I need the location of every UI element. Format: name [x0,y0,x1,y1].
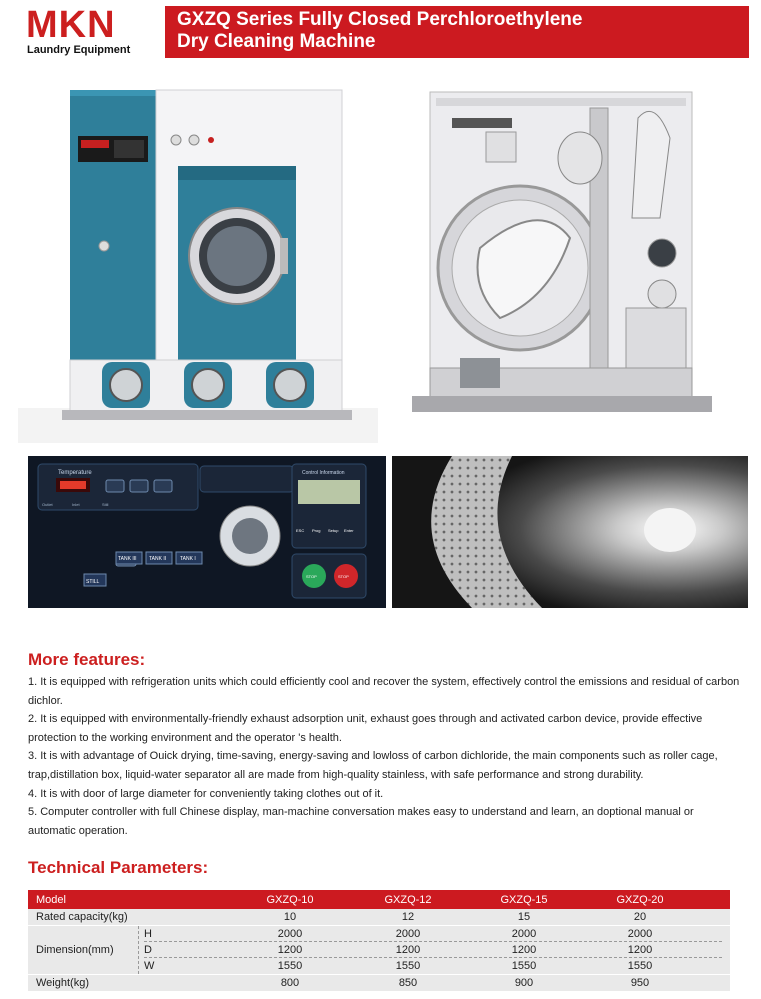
feature-item: 1. It is equipped with refrigeration units which could efficiently cool and recover the system, effectively control the emissions and residual of carbon dichlor. [28,676,740,707]
table-cell: 1550 [277,960,303,972]
feature-item: 2. It is equipped with environmentally-friendly exhaust adsorption unit, exhaust goes through and activated carbon device, provide effective protection to the working environment and the operator 's health. [28,713,703,744]
svg-text:Still: Still [102,502,109,507]
svg-text:STOP: STOP [306,574,317,579]
table-row-weight [28,975,730,991]
svg-text:Setup: Setup [328,528,339,533]
table-cell: 1550 [511,960,537,972]
title-line-1: GXZQ Series Fully Closed Perchloroethylene [177,9,583,30]
svg-text:Control Information: Control Information [302,470,345,476]
machine-interior-image [400,78,745,443]
svg-text:STOP: STOP [338,574,349,579]
header-model: GXZQ-10 [266,893,314,906]
control-panel-image [28,456,386,608]
params-heading: Technical Parameters: [28,858,209,877]
svg-text:Prog: Prog [312,528,321,533]
row-label: Dimension(mm) [36,944,114,956]
svg-text:TANK I: TANK I [180,556,196,562]
table-row-height [28,926,730,942]
machine-front-image [18,78,378,443]
dimension-group [28,926,730,974]
table-header-row [28,890,730,909]
table-cell: 1200 [511,944,537,956]
svg-text:TANK III: TANK III [118,556,137,562]
svg-text:TANK II: TANK II [149,556,167,562]
svg-text:ESC: ESC [296,528,305,533]
header-model: GXZQ-20 [616,893,664,906]
row-label: Weight(kg) [36,977,89,989]
brand-logo [26,4,138,58]
row-sublabel: W [144,960,155,972]
table-cell: 12 [401,911,415,923]
table-cell: 2000 [395,928,421,940]
feature-item: 3. It is with advantage of Ouick drying, time-saving, energy-saving and lowloss of carbon dichloride, the main components such as roller cage, trap,distillation box, liquid-water separator all are made from high-quality stainless, with safe performance and strong durability. [28,750,718,781]
header-model: GXZQ-15 [500,893,548,906]
table-row-width [28,958,730,974]
row-label: Rated capacity(kg) [36,911,128,923]
table-cell: 950 [630,977,650,989]
params-table [28,890,730,991]
table-cell: 2000 [511,928,537,940]
logo-wordmark: MKN [26,4,116,46]
feature-item: 4. It is with door of large diameter for conveniently taking clothes out of it. [28,787,384,800]
header-model: GXZQ-12 [384,893,432,906]
table-cell: 1550 [395,960,421,972]
table-cell: 900 [514,977,534,989]
feature-item: 5. Computer controller with full Chinese display, man-machine conversation makes easy to understand and learn, an doptional manual or automatic operation. [28,806,694,837]
svg-text:STILL: STILL [86,579,100,585]
svg-text:Enter: Enter [344,528,354,533]
table-row-depth [28,942,730,958]
features-list [28,673,743,840]
drum-closeup-image [392,456,748,608]
table-cell: 1200 [277,944,303,956]
table-cell: 2000 [627,928,653,940]
table-cell: 2000 [277,928,303,940]
table-cell: 850 [398,977,418,989]
page-title [165,6,749,58]
table-cell: 1200 [395,944,421,956]
table-cell: 800 [280,977,300,989]
table-cell: 20 [633,911,647,923]
row-sublabel: H [144,928,152,940]
table-cell: 10 [283,911,297,923]
row-sublabel: D [144,944,152,956]
table-cell: 1200 [627,944,653,956]
svg-text:Inlet: Inlet [72,502,80,507]
title-line-2: Dry Cleaning Machine [177,31,376,52]
features-heading: More features: [28,650,146,669]
table-row-capacity [28,909,730,925]
table-cell: 1550 [627,960,653,972]
logo-tagline: Laundry Equipment [27,44,131,56]
header-model-label: Model [36,893,66,906]
svg-text:Temperature: Temperature [58,470,92,476]
table-cell: 15 [517,911,531,923]
svg-text:Outlet: Outlet [42,502,53,507]
